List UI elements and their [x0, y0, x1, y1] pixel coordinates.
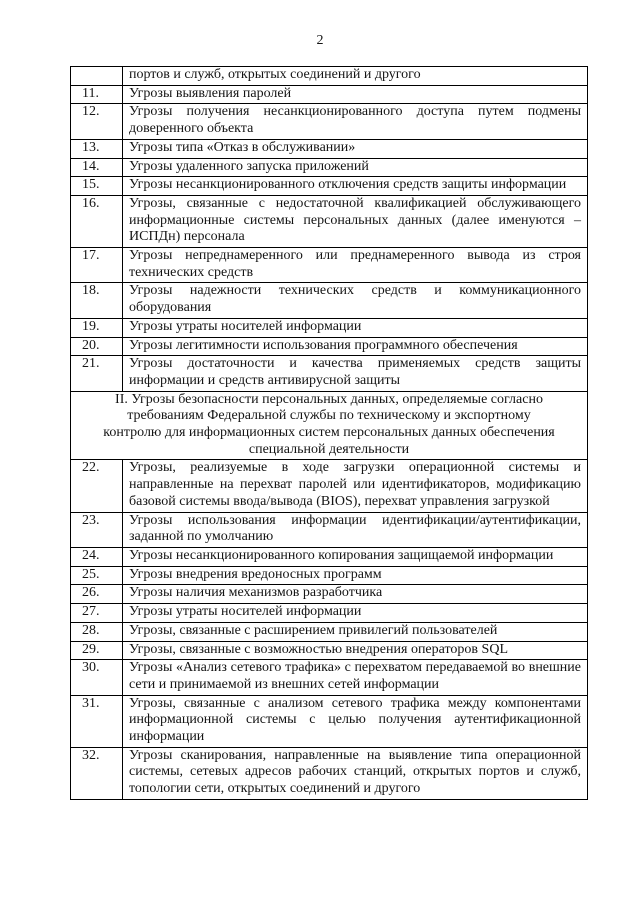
row-number: 29.	[71, 641, 123, 660]
row-number: 24.	[71, 547, 123, 566]
row-text: Угрозы выявления паролей	[123, 85, 588, 104]
row-text: Угрозы достаточности и качества применяемых средств защиты информации и средств антивирусной защиты	[123, 356, 588, 391]
row-text: Угрозы наличия механизмов разработчика	[123, 585, 588, 604]
threats-table	[70, 66, 588, 800]
row-text: Угрозы, связанные с возможностью внедрения операторов SQL	[123, 641, 588, 660]
threat-row-14	[71, 158, 588, 177]
threat-row-12	[71, 104, 588, 139]
threat-row-26	[71, 585, 588, 604]
row-text: Угрозы несанкционированного отключения средств защиты информации	[123, 177, 588, 196]
threat-row-20	[71, 337, 588, 356]
row-text: Угрозы утраты носителей информации	[123, 604, 588, 623]
threat-row-22	[71, 460, 588, 512]
row-number: 30.	[71, 660, 123, 695]
row-text: Угрозы, связанные с анализом сетевого трафика между компонентами информационной системы с целью получения аутентификационной информации	[123, 695, 588, 747]
row-text: портов и служб, открытых соединений и другого	[123, 67, 588, 86]
row-number: 19.	[71, 318, 123, 337]
row-number: 21.	[71, 356, 123, 391]
row-number: 14.	[71, 158, 123, 177]
threat-row-23	[71, 512, 588, 547]
page-number: 2	[316, 33, 324, 48]
threat-row-18	[71, 283, 588, 318]
row-text: Угрозы надежности технических средств и коммуникационного оборудования	[123, 283, 588, 318]
row-number: 13.	[71, 139, 123, 158]
row-text: Угрозы внедрения вредоносных программ	[123, 566, 588, 585]
row-text: Угрозы утраты носителей информации	[123, 318, 588, 337]
threat-row-11	[71, 85, 588, 104]
row-number: 16.	[71, 195, 123, 247]
threat-row-30	[71, 660, 588, 695]
row-text: Угрозы, связанные с расширением привилегий пользователей	[123, 622, 588, 641]
row-number: 26.	[71, 585, 123, 604]
row-number: 20.	[71, 337, 123, 356]
row-number: 31.	[71, 695, 123, 747]
threat-row-32	[71, 747, 588, 799]
continuation-row	[71, 67, 588, 86]
section-header: II. Угрозы безопасности персональных данных, определяемые согласно требованиям Федеральной службы по техническому и экспортному контролю для информационных систем персональных данных обеспечения специальной деятельности	[71, 391, 588, 460]
threat-row-21	[71, 356, 588, 391]
threat-row-17	[71, 248, 588, 283]
row-number: 23.	[71, 512, 123, 547]
threat-row-24	[71, 547, 588, 566]
row-text: Угрозы получения несанкционированного доступа путем подмены доверенного объекта	[123, 104, 588, 139]
threat-row-15	[71, 177, 588, 196]
threat-row-28	[71, 622, 588, 641]
row-number	[71, 67, 123, 86]
row-text: Угрозы типа «Отказ в обслуживании»	[123, 139, 588, 158]
row-text: Угрозы непреднамеренного или преднамеренного вывода из строя технических средств	[123, 248, 588, 283]
threat-row-16	[71, 195, 588, 247]
row-text: Угрозы использования информации идентификации/аутентификации, заданной по умолчанию	[123, 512, 588, 547]
row-text: Угрозы сканирования, направленные на выявление типа операционной системы, сетевых адресов рабочих станций, открытых портов и служб, топологии сети, открытых соединений и другого	[123, 747, 588, 799]
row-number: 11.	[71, 85, 123, 104]
row-text: Угрозы несанкционированного копирования защищаемой информации	[123, 547, 588, 566]
threat-row-13	[71, 139, 588, 158]
threat-row-31	[71, 695, 588, 747]
row-text: Угрозы удаленного запуска приложений	[123, 158, 588, 177]
row-number: 15.	[71, 177, 123, 196]
threat-row-19	[71, 318, 588, 337]
threat-row-27	[71, 604, 588, 623]
threat-row-29	[71, 641, 588, 660]
row-number: 25.	[71, 566, 123, 585]
row-number: 28.	[71, 622, 123, 641]
row-number: 12.	[71, 104, 123, 139]
row-number: 17.	[71, 248, 123, 283]
section-header-row	[71, 391, 588, 460]
row-number: 27.	[71, 604, 123, 623]
row-text: Угрозы легитимности использования программного обеспечения	[123, 337, 588, 356]
row-text: Угрозы, связанные с недостаточной квалификацией обслуживающего информационные системы персональных данных (далее именуются – ИСПДн) персонала	[123, 195, 588, 247]
row-number: 18.	[71, 283, 123, 318]
row-number: 22.	[71, 460, 123, 512]
row-text: Угрозы, реализуемые в ходе загрузки операционной системы и направленные на перехват паролей или идентификаторов, модификацию базовой системы ввода/вывода (BIOS), перехват управления загрузкой	[123, 460, 588, 512]
row-text: Угрозы «Анализ сетевого трафика» с перехватом передаваемой во внешние сети и принимаемой из внешних сетей информации	[123, 660, 588, 695]
row-number: 32.	[71, 747, 123, 799]
threat-row-25	[71, 566, 588, 585]
